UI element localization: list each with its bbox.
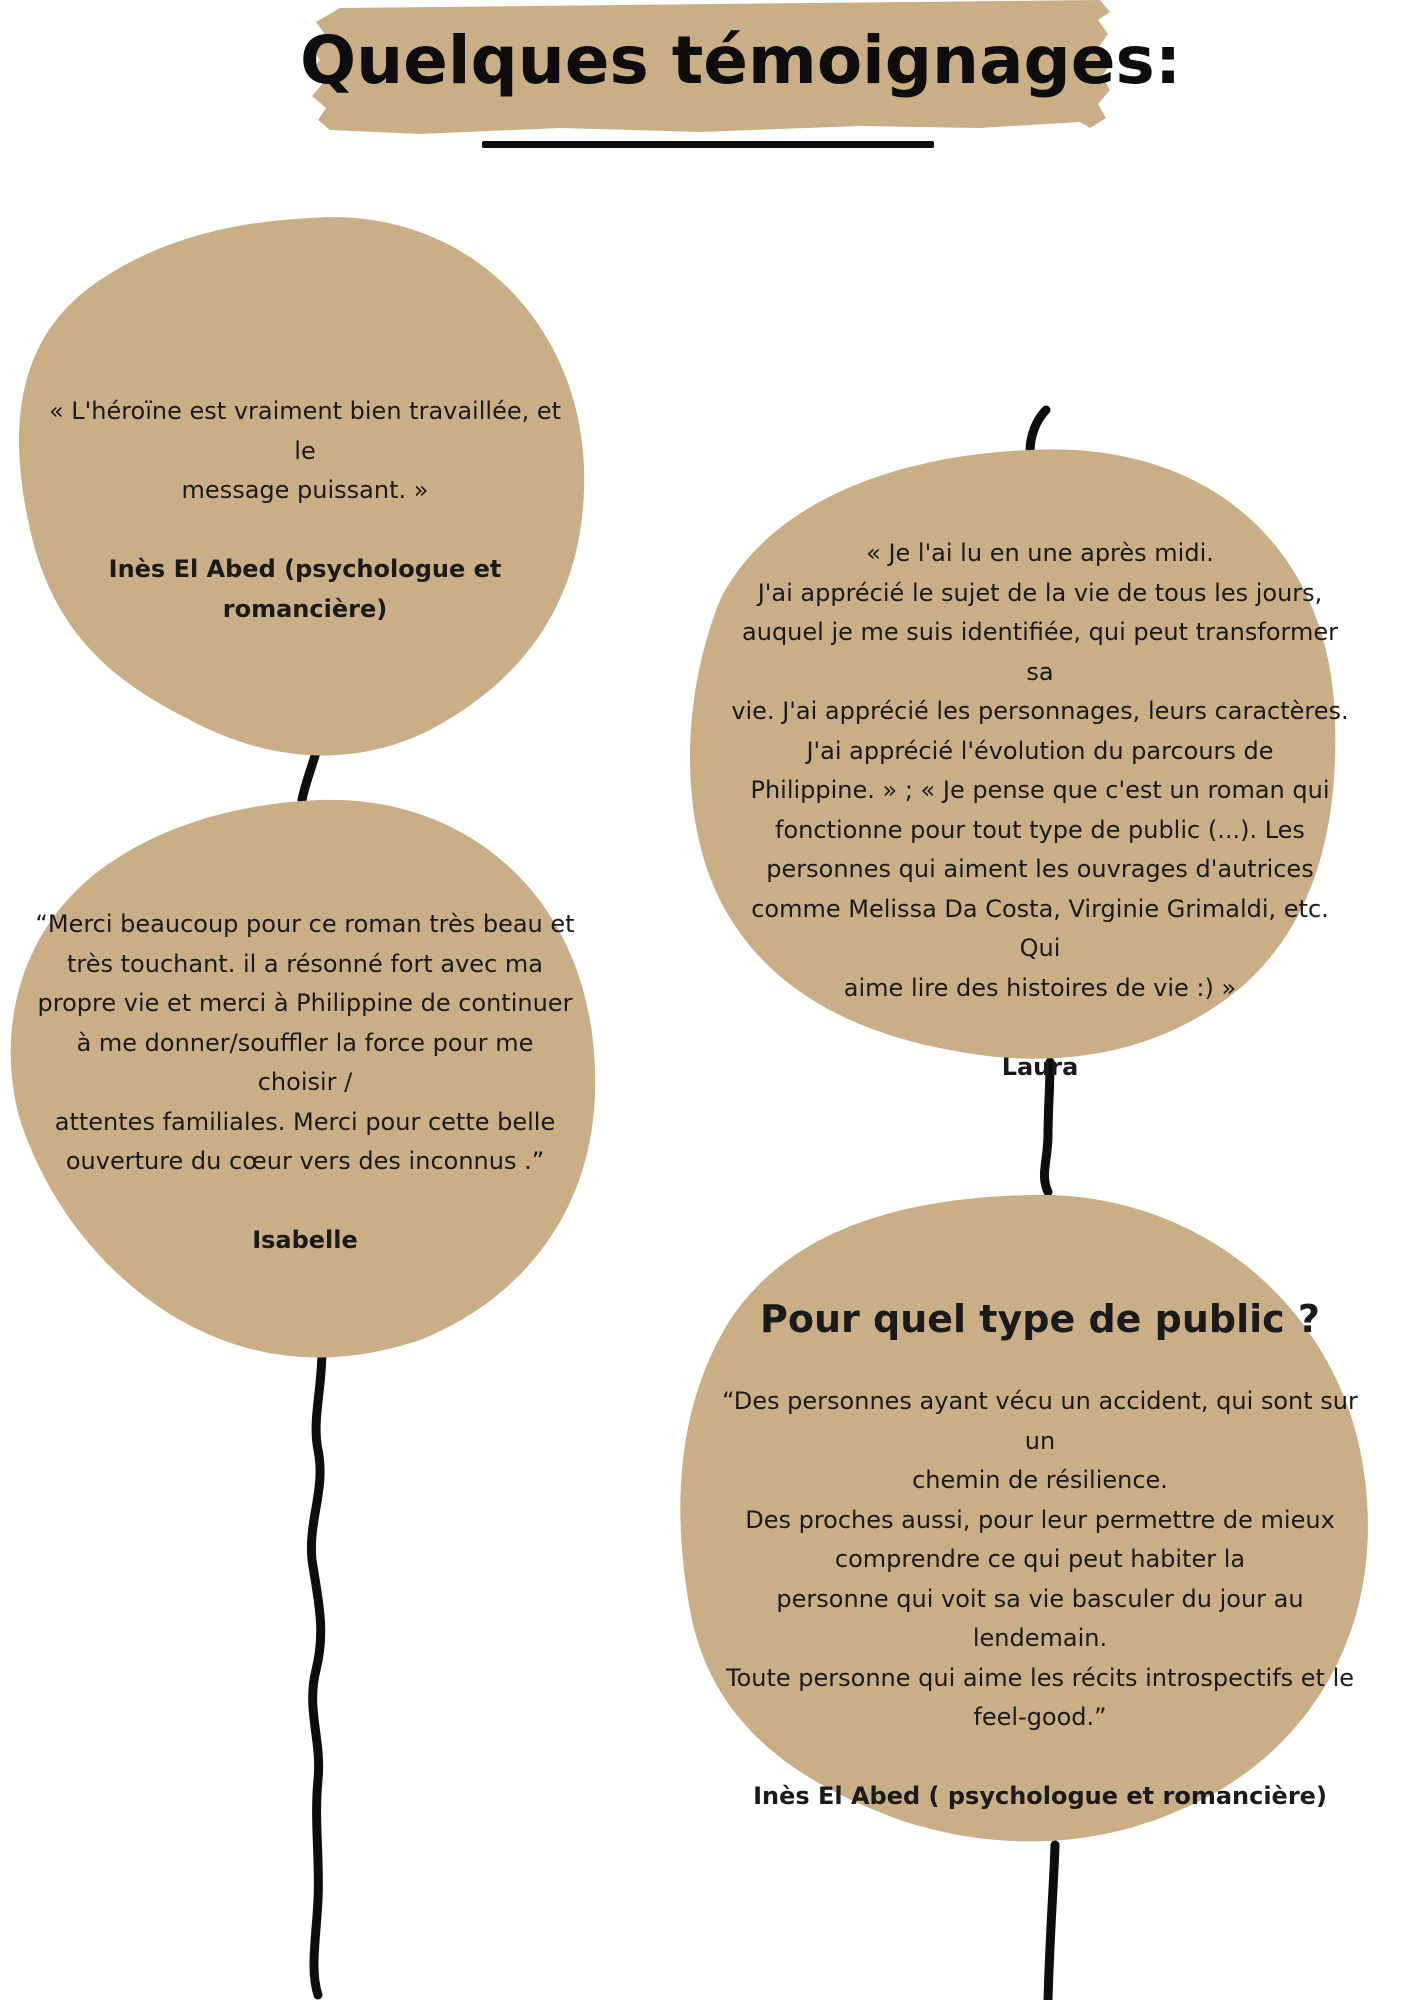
title-underline [482,141,934,148]
quote-line: aime lire des histoires de vie :) » [843,973,1237,1002]
testimonial-2-text [730,534,1350,1087]
quote-line: message puissant. » [181,476,429,504]
public-author: Inès El Abed ( psychologue et romancière) [753,1782,1327,1810]
quote-line: fonctionne pour tout type de public (...). Les [775,815,1305,844]
quote-line: vie. J'ai apprécié les personnages, leurs caractères. [731,697,1349,725]
testimonial-author: Isabelle [252,1226,358,1254]
string-right-top [1030,410,1046,452]
public-line: comprendre ce qui peut habiter la [834,1545,1246,1573]
quote-line: Philippine. » ; « Je pense que c'est un roman qui [750,776,1330,804]
public-line: personne qui voit sa vie basculer du jour au lendemain. [776,1584,1304,1652]
quote-line: ouverture du cœur vers des inconnus .” [65,1147,545,1175]
quote-line: “Merci beaucoup pour ce roman très beau et [35,910,575,938]
public-line: chemin de résilience. [912,1466,1168,1494]
quote-line: auquel je me suis identifiée, qui peut transformer sa [742,618,1338,686]
quote-line: personnes qui aiment les ouvrages d'autrices [766,855,1314,883]
public-line: Des proches aussi, pour leur permettre de mieux [745,1505,1335,1534]
public-section-text [715,1296,1365,1817]
string-left-bottom [311,1350,322,1995]
quote-line: « Je l'ai lu en une après midi. [866,539,1214,567]
quote-line: « L'héroïne est vraiment bien travaillée, et le [48,397,562,465]
testimonial-author: Laura [1001,1052,1079,1081]
quote-line: choisir / [257,1068,353,1096]
public-line: feel-good.” [973,1703,1107,1731]
public-line: “Des personnes ayant vécu un accident, qui sont sur un [722,1387,1358,1455]
string-right-bottom [1048,1845,1055,2000]
testimonial-1-text [40,392,570,629]
public-line: Toute personne qui aime les récits introspectifs et le [725,1663,1355,1692]
public-heading: Pour quel type de public ? [760,1297,1320,1341]
quote-line: propre vie et merci à Philippine de continuer [37,989,573,1017]
quote-line: J'ai apprécié l'évolution du parcours de [806,736,1274,765]
quote-line: très touchant. il a résonné fort avec ma [67,949,543,978]
quote-line: J'ai apprécié le sujet de la vie de tous les jours, [757,578,1323,607]
quote-line: comme Melissa Da Costa, Virginie Grimaldi, etc. Qui [751,894,1329,962]
testimonial-author: Inès El Abed (psychologue et romancière) [108,555,502,623]
quote-line: attentes familiales. Merci pour cette belle [54,1107,556,1136]
quote-line: à me donner/souffler la force pour me [76,1028,534,1057]
page-title: Quelques témoignages: [300,22,1182,99]
testimonial-3-text [35,905,575,1261]
